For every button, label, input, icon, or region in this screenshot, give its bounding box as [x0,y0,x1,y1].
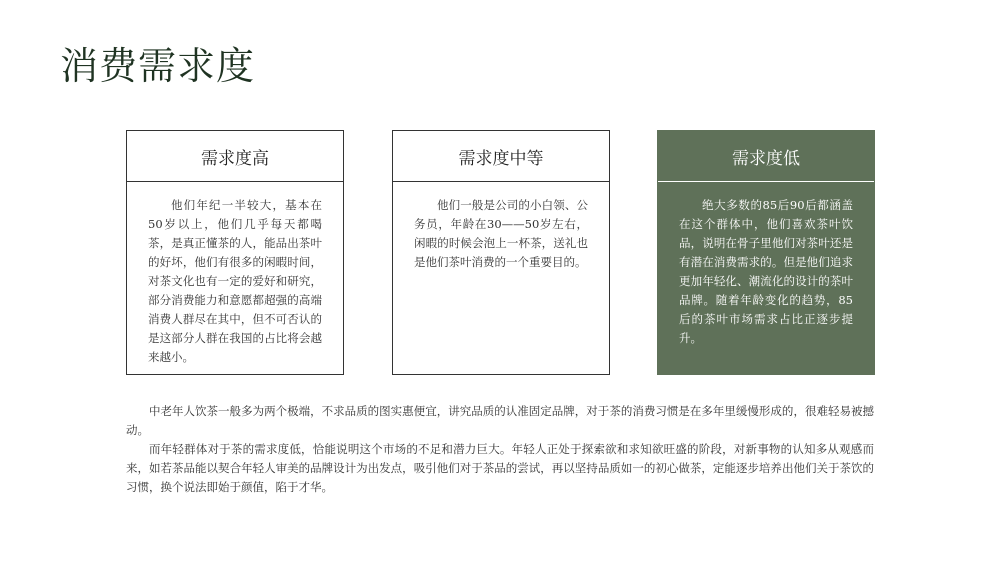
card-low-demand-heading: 需求度低 [658,131,874,182]
summary-text [126,402,874,497]
card-high-demand-heading: 需求度高 [127,131,343,182]
page-title: 消费需求度 [60,44,256,88]
card-low-demand [657,130,875,375]
summary-paragraph-2: 而年轻群体对于茶的需求度低，恰能说明这个市场的不足和潜力巨大。年轻人正处于探索欲和求知欲旺盛的阶段，对新事物的认知多从观感而来，如若茶品能以契合年轻人审美的品牌设计为出发点，吸引他们对于茶品的尝试，再以坚持品质如一的初心做茶，定能逐步培养出他们关于茶饮的习惯，换个说法即始于颜值，陷于才华。 [126,442,874,494]
summary-paragraph-1: 中老年人饮茶一般多为两个极端，不求品质的图实惠便宜，讲究品质的认准固定品牌，对于茶的消费习惯是在多年里缓慢形成的，很难轻易被撼动。 [126,404,874,437]
card-medium-demand-body: 他们一般是公司的小白领、公务员，年龄在30——50岁左右，闲暇的时候会泡上一杯茶，送礼也是他们茶叶消费的一个重要目的。 [414,198,588,269]
card-high-demand-body: 他们年纪一半较大，基本在50岁以上，他们几乎每天都喝茶，是真正懂茶的人，能品出茶叶的好坏，他们有很多的闲暇时间，对茶文化也有一定的爱好和研究，部分消费能力和意愿都超强的高端消费人群尽在其中，但不可否认的是这部分人群在我国的占比将会越来越小。 [148,198,322,364]
card-low-demand-body: 绝大多数的85后90后都涵盖在这个群体中，他们喜欢茶叶饮品，说明在骨子里他们对茶叶还是有潜在消费需求的。但是他们追求更加年轻化、潮流化的设计的茶叶品牌。随着年龄变化的趋势，85后的茶叶市场需求占比正逐步提升。 [679,198,853,345]
card-medium-demand [392,130,610,375]
card-medium-demand-heading: 需求度中等 [393,131,609,182]
card-high-demand [126,130,344,375]
